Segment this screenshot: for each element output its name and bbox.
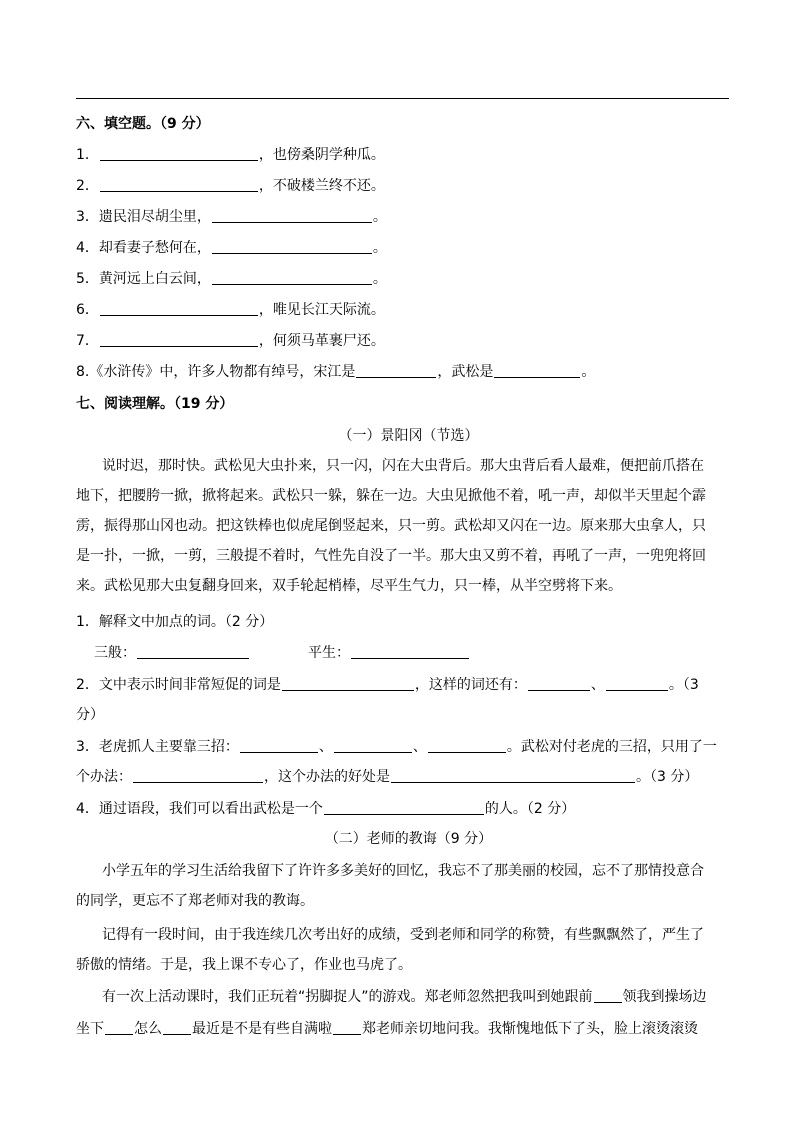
question-text: 3．老虎抓人主要靠三招： xyxy=(76,739,239,755)
passage-text: 郑老师亲切地问我。我惭愧地低下了头，脸上滚烫滚烫 xyxy=(362,1021,698,1037)
question-text: 。（3 xyxy=(668,677,699,693)
question-text: 4．通过语段，我们可以看出武松是一个 xyxy=(76,801,323,817)
passage-1-line: 地下，把腰胯一掀，掀将起来。武松只一躲，躲在一边。大虫见掀他不着，吼一声，却似半天里起个霹 xyxy=(76,488,706,504)
item-text: ，唯见长江天际流。 xyxy=(258,302,385,318)
item-text: 8.《水浒传》中，许多人物都有绰号，宋江是 xyxy=(76,364,356,380)
item-text: 遗民泪尽胡尘里， xyxy=(98,209,211,225)
section-6-title: 六、填空题。（9 分） xyxy=(76,116,210,132)
item-number: 5． xyxy=(76,271,99,287)
fill-item-2 xyxy=(76,176,741,196)
question-2-cont: 分） xyxy=(76,707,104,723)
answer-blank[interactable] xyxy=(212,270,372,285)
answer-blank[interactable] xyxy=(334,738,412,753)
item-number: 6． xyxy=(76,302,99,318)
answer-blank[interactable] xyxy=(100,332,258,347)
term-label: 三般： xyxy=(94,645,136,661)
question-text: 个办法： xyxy=(76,769,132,785)
item-text: 。 xyxy=(372,271,387,287)
answer-blank[interactable] xyxy=(212,239,372,254)
passage-1-line: 来。武松见那大虫复翻身回来，双手轮起梢棒，尽平生气力，只一棒，从半空劈将下来。 xyxy=(76,578,622,594)
fill-item-3 xyxy=(76,207,741,227)
passage-1-line: 雳，振得那山冈也动。把这铁棒也似虎尾倒竖起来，只一剪。武松却又闪在一边。原来那大虫拿人，只 xyxy=(76,518,706,534)
question-1: 1．解释文中加点的词。（2 分） xyxy=(76,614,274,630)
question-text: ，这个办法的好处是 xyxy=(264,769,390,785)
fill-item-6 xyxy=(76,300,741,320)
fill-item-7 xyxy=(76,331,741,351)
answer-blank[interactable] xyxy=(240,738,318,753)
answer-blank[interactable] xyxy=(351,644,469,659)
passage-2-line: 记得有一段时间，由于我连续几次考出好的成绩，受到老师和同学的称赞，有些飘飘然了，严生了 xyxy=(102,927,704,943)
item-number: 1． xyxy=(76,147,99,163)
item-text: 。 xyxy=(372,209,387,225)
passage-2-line: 小学五年的学习生活给我留下了许许多多美好的回忆，我忘不了那美丽的校园，忘不了那情投意合 xyxy=(102,863,704,879)
question-text: 。（3 分） xyxy=(636,769,699,785)
answer-blank[interactable] xyxy=(100,177,258,192)
item-text: 却看妻子愁何在， xyxy=(98,240,211,256)
punctuation-blank[interactable] xyxy=(594,988,622,1003)
passage-text: 坐下 xyxy=(76,1021,104,1037)
item-text: 黄河远上白云间， xyxy=(98,271,211,287)
passage-2-line xyxy=(76,1019,741,1039)
question-text: 。武松对付老虎的三招，只用了一 xyxy=(506,739,717,755)
question-text: 2．文中表示时间非常短促的词是 xyxy=(76,677,281,693)
passage-text: 有一次上活动课时，我们正玩着“拐脚捉人”的游戏。郑老师忽然把我叫到她跟前 xyxy=(102,989,593,1005)
punctuation-blank[interactable] xyxy=(333,1020,361,1035)
item-number: 2． xyxy=(76,178,99,194)
passage-2-line: 骄傲的情绪。于是，我上课不专心了，作业也马虎了。 xyxy=(76,957,412,973)
question-1-answers xyxy=(94,643,759,663)
item-number: 4． xyxy=(76,240,99,256)
answer-blank[interactable] xyxy=(391,768,635,783)
passage-2-line: 的同学，更忘不了郑老师对我的教诲。 xyxy=(76,893,314,909)
question-text: 、 xyxy=(318,739,333,755)
punctuation-blank[interactable] xyxy=(105,1020,133,1035)
fill-item-1 xyxy=(76,145,741,165)
answer-blank[interactable] xyxy=(100,301,258,316)
question-4 xyxy=(76,799,741,819)
question-3 xyxy=(76,737,741,757)
term-label: 平生： xyxy=(308,645,350,661)
fill-item-5 xyxy=(76,269,741,289)
item-number: 7． xyxy=(76,333,99,349)
answer-blank[interactable] xyxy=(133,768,263,783)
punctuation-blank[interactable] xyxy=(163,1020,191,1035)
passage-text: 领我到操场边 xyxy=(622,989,707,1005)
passage-1-line: 说时迟，那时快。武松见大虫扑来，只一闪，闪在大虫背后。那大虫背后看人最难，便把前爪搭在 xyxy=(102,458,704,474)
question-2 xyxy=(76,675,741,695)
item-text: ，何须马革裹尸还。 xyxy=(258,333,385,349)
question-text: 、 xyxy=(412,739,427,755)
passage-text: 最近是不是有些自满啦 xyxy=(192,1021,332,1037)
answer-blank[interactable] xyxy=(212,208,372,223)
item-number: 3． xyxy=(76,209,99,225)
question-text: 、 xyxy=(590,677,605,693)
answer-blank[interactable] xyxy=(100,146,258,161)
item-text: ，也傍桑阴学种瓜。 xyxy=(258,147,385,163)
answer-blank[interactable] xyxy=(324,800,484,815)
item-text: 。 xyxy=(581,364,596,380)
passage-1-line: 是一扑，一掀，一剪，三般提不着时，气性先自没了一半。那大虫又剪不着，再吼了一声，一兜兜将回 xyxy=(76,548,706,564)
answer-blank[interactable] xyxy=(282,676,414,691)
section-7-title: 七、阅读理解。（19 分） xyxy=(76,396,234,412)
fill-item-4 xyxy=(76,238,741,258)
question-text: 的人。（2 分） xyxy=(484,801,576,817)
item-text: ，不破楼兰终不还。 xyxy=(258,178,385,194)
answer-blank[interactable] xyxy=(528,676,590,691)
passage-2-title: （二）老师的教诲（9 分） xyxy=(324,831,493,847)
passage-text: 怎么 xyxy=(134,1021,162,1037)
answer-blank[interactable] xyxy=(494,363,580,378)
item-text: 。 xyxy=(372,240,387,256)
question-3-cont xyxy=(76,767,741,787)
question-text: ，这样的词还有： xyxy=(414,677,527,693)
answer-blank[interactable] xyxy=(137,644,249,659)
passage-1-title: （一）景阳冈（节选） xyxy=(338,428,479,444)
answer-blank[interactable] xyxy=(428,738,506,753)
item-text: ，武松是 xyxy=(437,364,494,380)
answer-blank[interactable] xyxy=(606,676,668,691)
passage-2-line xyxy=(76,987,741,1007)
fill-item-8 xyxy=(76,362,741,382)
answer-blank[interactable] xyxy=(356,363,436,378)
header-rule xyxy=(76,98,729,99)
